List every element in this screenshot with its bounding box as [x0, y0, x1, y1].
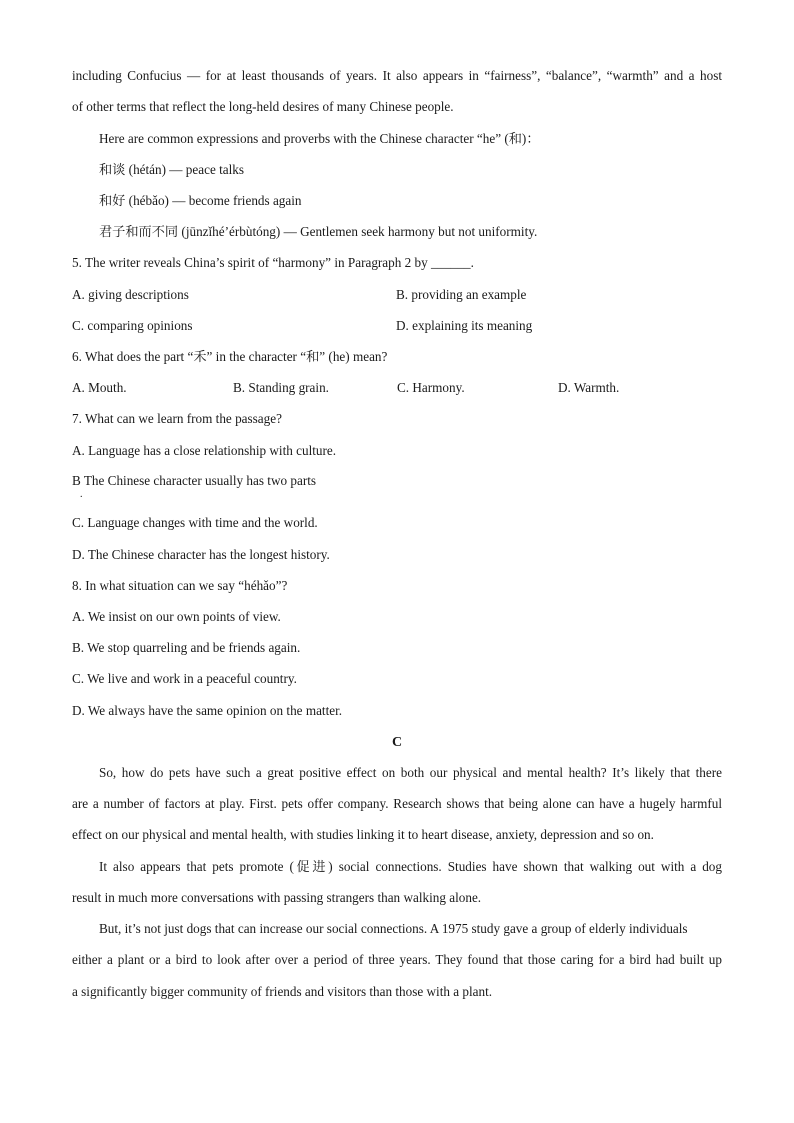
- expression-1: 和谈 (hétán) — peace talks: [99, 162, 245, 177]
- question-8-option-c: C. We live and work in a peaceful country.: [72, 671, 297, 686]
- question-5-option-c: C. comparing opinions: [72, 318, 193, 333]
- question-8-option-b: B. We stop quarreling and be friends again.: [72, 640, 301, 655]
- intro-line-1: including Confucius — for at least thousands of years. It also appears in “fairness”, “balance”, “warmth” and a host: [72, 68, 722, 83]
- question-8-option-a: A. We insist on our own points of view.: [72, 609, 281, 624]
- question-8-option-d: D. We always have the same opinion on the matter.: [72, 703, 343, 718]
- question-7-option-a: A. Language has a close relationship with culture.: [72, 443, 337, 458]
- expression-3: 君子和而不同 (jūnzǐhé’érbùtóng) — Gentlemen seek harmony but not uniformity.: [99, 224, 538, 239]
- question-5-options-row-1: [72, 286, 722, 304]
- section-c-p2-line-2: result in much more conversations with passing strangers than walking alone.: [72, 890, 482, 905]
- expression-2: 和好 (hébǎo) — become friends again: [99, 193, 302, 208]
- section-c-p3-line-1: But, it’s not just dogs that can increase our social connections. A 1975 study gave a group of elderly individuals: [99, 921, 688, 936]
- section-c-p1-line-1: So, how do pets have such a great positive effect on both our physical and mental health? It’s likely that there: [99, 765, 722, 780]
- question-5-options-row-2: [72, 317, 722, 335]
- question-6-option-d: D. Warmth.: [558, 380, 620, 395]
- section-c-p3-line-3: a significantly bigger community of friends and visitors than those with a plant.: [72, 984, 493, 999]
- question-5-stem: 5. The writer reveals China’s spirit of “harmony” in Paragraph 2 by ______.: [72, 255, 474, 270]
- question-6-option-b: B. Standing grain.: [233, 380, 329, 395]
- section-c-p2-line-1: It also appears that pets promote (促进) social connections. Studies have shown that walking out with a dog: [99, 859, 722, 874]
- question-7-option-b-dot: .: [80, 489, 83, 500]
- question-7-option-c: C. Language changes with time and the world.: [72, 515, 318, 530]
- section-c-p3-line-2: either a plant or a bird to look after over a period of three years. They found that those caring for a bird had built up: [72, 952, 722, 967]
- question-5-option-a: A. giving descriptions: [72, 287, 189, 302]
- intro-line-3: Here are common expressions and proverbs with the Chinese character “he” (和)：: [99, 131, 540, 146]
- question-8-stem: 8. In what situation can we say “héhǎo”?: [72, 578, 288, 593]
- question-6-option-a: A. Mouth.: [72, 380, 127, 395]
- question-7-option-d: D. The Chinese character has the longest history.: [72, 547, 330, 562]
- intro-line-2: of other terms that reflect the long-held desires of many Chinese people.: [72, 99, 454, 114]
- question-7-stem: 7. What can we learn from the passage?: [72, 411, 282, 426]
- section-c-heading: C: [391, 735, 403, 750]
- question-6-stem: 6. What does the part “禾” in the character “和” (he) mean?: [72, 349, 388, 364]
- question-5-option-d: D. explaining its meaning: [396, 318, 533, 333]
- question-6-option-c: C. Harmony.: [397, 380, 465, 395]
- section-c-p1-line-3: effect on our physical and mental health, with studies linking it to heart disease, anxiety, depression and so on.: [72, 827, 654, 842]
- question-7-option-b: B The Chinese character usually has two parts: [72, 473, 317, 488]
- section-c-p1-line-2: are a number of factors at play. First. pets offer company. Research shows that being alone can have a hugely harmful: [72, 796, 722, 811]
- question-5-option-b: B. providing an example: [396, 287, 527, 302]
